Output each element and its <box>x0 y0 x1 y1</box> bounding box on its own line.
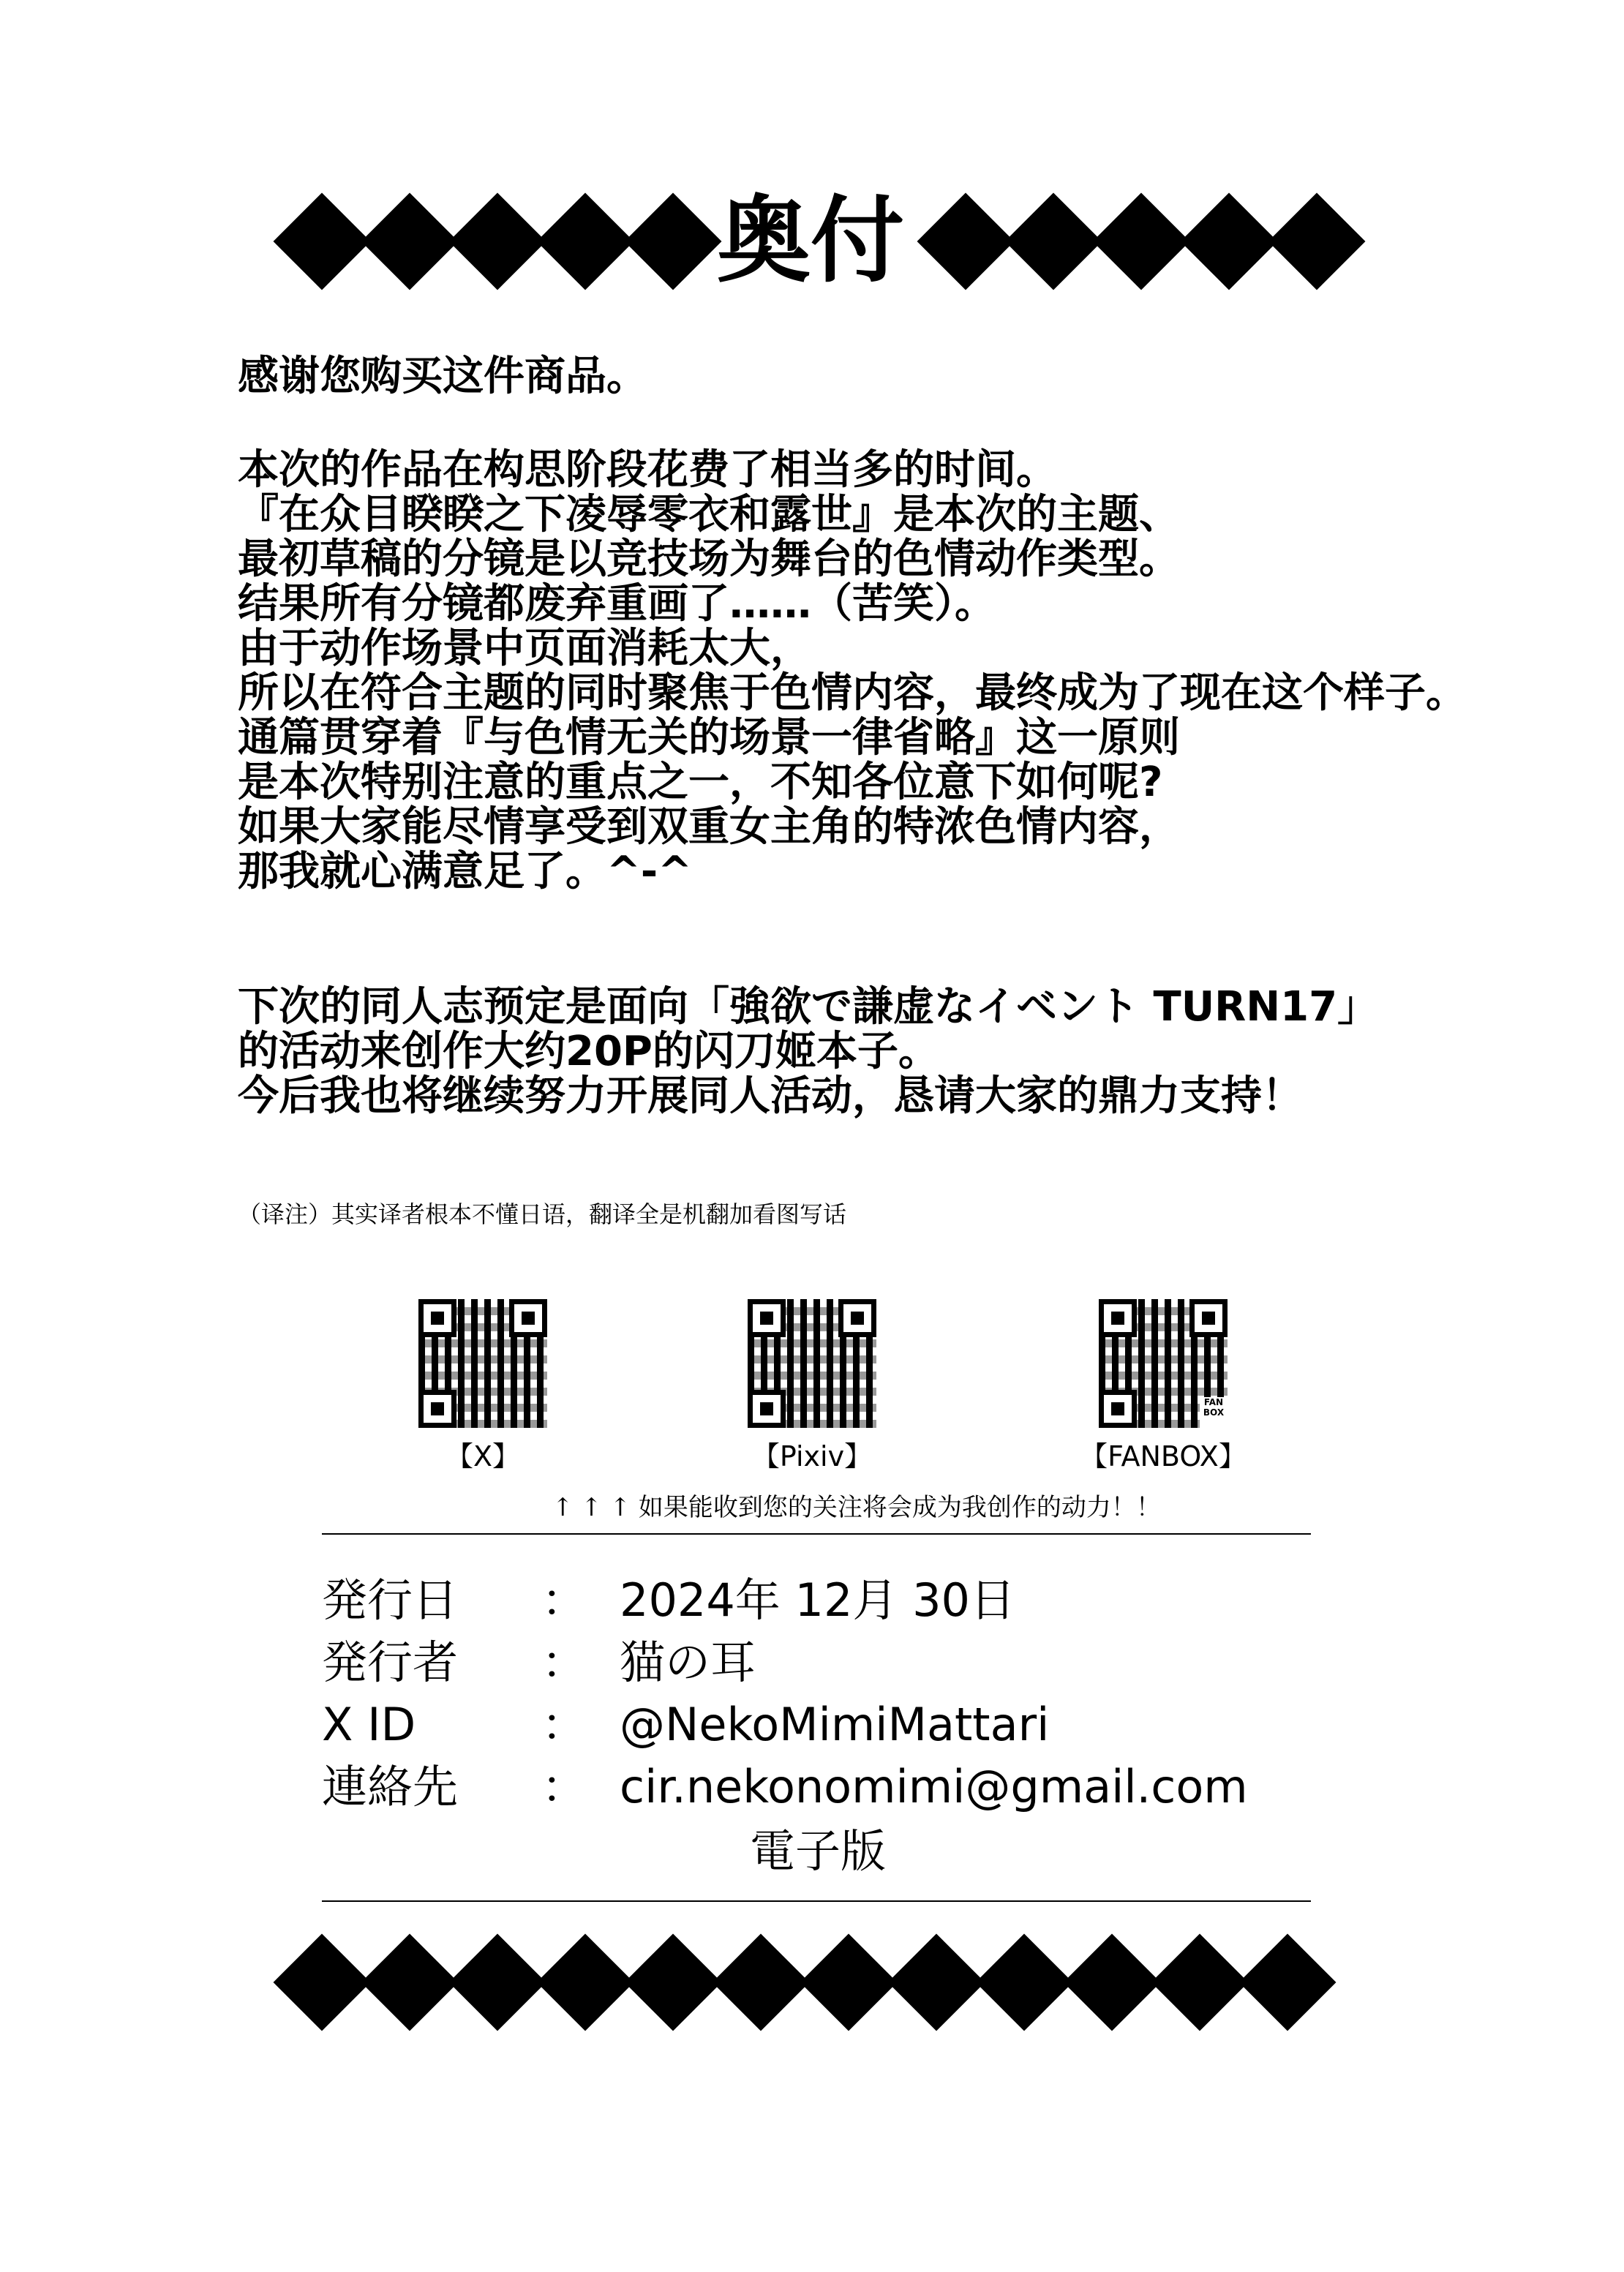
diamond-icon <box>976 1934 1073 2031</box>
edition-label: 電子版 <box>750 1824 887 1878</box>
colophon-colon: ： <box>541 1760 587 1813</box>
qr-code-icon[interactable] <box>418 1299 547 1428</box>
qr-label-pixiv: 【Pixiv】 <box>751 1440 873 1472</box>
divider <box>322 1533 1311 1535</box>
translator-note: （译注）其实译者根本不懂日语，翻译全是机翻加看图写话 <box>238 1200 847 1228</box>
colophon-colon: ： <box>541 1573 587 1627</box>
email-link[interactable]: cir.nekonomimi@gmail.com <box>620 1760 1248 1813</box>
diamond-icon <box>1064 1934 1161 2031</box>
colophon-key: 発行者 <box>322 1636 459 1689</box>
next-event-line: 的活动来创作大约20P的闪刀姬本子。 <box>238 1028 939 1075</box>
afterword-line: 那我就心满意足了。^-^ <box>238 848 693 895</box>
diamond-icon <box>625 1934 722 2031</box>
colophon-colon: ： <box>541 1698 587 1751</box>
qr-label-fanbox: 【FANBOX】 <box>1080 1440 1247 1472</box>
diamond-icon <box>537 193 634 290</box>
diamond-icon <box>1151 1934 1249 2031</box>
fanbox-badge: FAN BOX <box>1200 1397 1228 1428</box>
diamond-icon <box>537 1934 634 2031</box>
qr-code-icon[interactable] <box>748 1299 876 1428</box>
diamond-icon <box>1268 193 1366 290</box>
diamond-icon <box>917 193 1015 290</box>
page-title: 奥付 <box>717 187 905 296</box>
next-event-line: 下次的同人志预定是面向「強欲で謙虚なイベント TURN17」 <box>238 983 1379 1031</box>
afterword-line: 如果大家能尽情享受到双重女主角的特浓色情内容， <box>238 803 1180 851</box>
afterword-line: 通篇贯穿着『与色情无关的场景一律省略』这一原则 <box>238 714 1180 761</box>
colophon-key: 発行日 <box>322 1573 459 1627</box>
afterword-line: 本次的作品在构思阶段花费了相当多的时间。 <box>238 446 1057 494</box>
diamond-icon <box>713 1934 810 2031</box>
diamond-icon <box>361 1934 459 2031</box>
x-handle-link[interactable]: @NekoMimiMattari <box>620 1698 1050 1751</box>
diamond-icon <box>625 193 722 290</box>
diamond-icon <box>361 193 459 290</box>
afterword-line: 是本次特别注意的重点之一，不知各位意下如何呢? <box>238 759 1163 806</box>
diamond-icon <box>1181 193 1278 290</box>
colophon-value: 2024年 12月 30日 <box>620 1573 1015 1627</box>
diamond-icon <box>888 1934 985 2031</box>
divider <box>322 1900 1311 1902</box>
diamond-icon <box>1239 1934 1337 2031</box>
thanks-message: 感谢您购买这件商品。 <box>238 353 647 400</box>
diamond-icon <box>274 1934 371 2031</box>
colophon-colon: ： <box>541 1636 587 1689</box>
afterword-line: 由于动作场景中页面消耗太大， <box>238 625 811 672</box>
diamond-icon <box>800 1934 898 2031</box>
afterword-line: 最初草稿的分镜是以竞技场为舞台的色情动作类型。 <box>238 535 1180 583</box>
diamond-icon <box>449 1934 546 2031</box>
afterword-line: 所以在符合主题的同时聚焦于色情内容，最终成为了现在这个样子。 <box>238 669 1467 717</box>
colophon-key: X ID <box>322 1698 416 1751</box>
diamond-icon <box>1093 193 1190 290</box>
colophon-key: 連絡先 <box>322 1760 459 1813</box>
diamond-icon <box>449 193 546 290</box>
colophon-value: 猫の耳 <box>620 1636 756 1689</box>
qr-code-icon[interactable] <box>1099 1299 1228 1428</box>
afterword-line: 结果所有分镜都废弃重画了……（苦笑）。 <box>238 580 996 628</box>
diamond-icon <box>1005 193 1102 290</box>
follow-request: ↑ ↑ ↑ 如果能收到您的关注将会成为我创作的动力！！ <box>552 1493 1161 1522</box>
diamond-icon <box>274 193 371 290</box>
qr-label-x: 【X】 <box>445 1440 521 1472</box>
afterword-line: 『在众目睽睽之下凌辱零衣和露世』是本次的主题、 <box>238 491 1180 538</box>
next-event-line: 今后我也将继续努力开展同人活动，恳请大家的鼎力支持！ <box>238 1072 1303 1120</box>
